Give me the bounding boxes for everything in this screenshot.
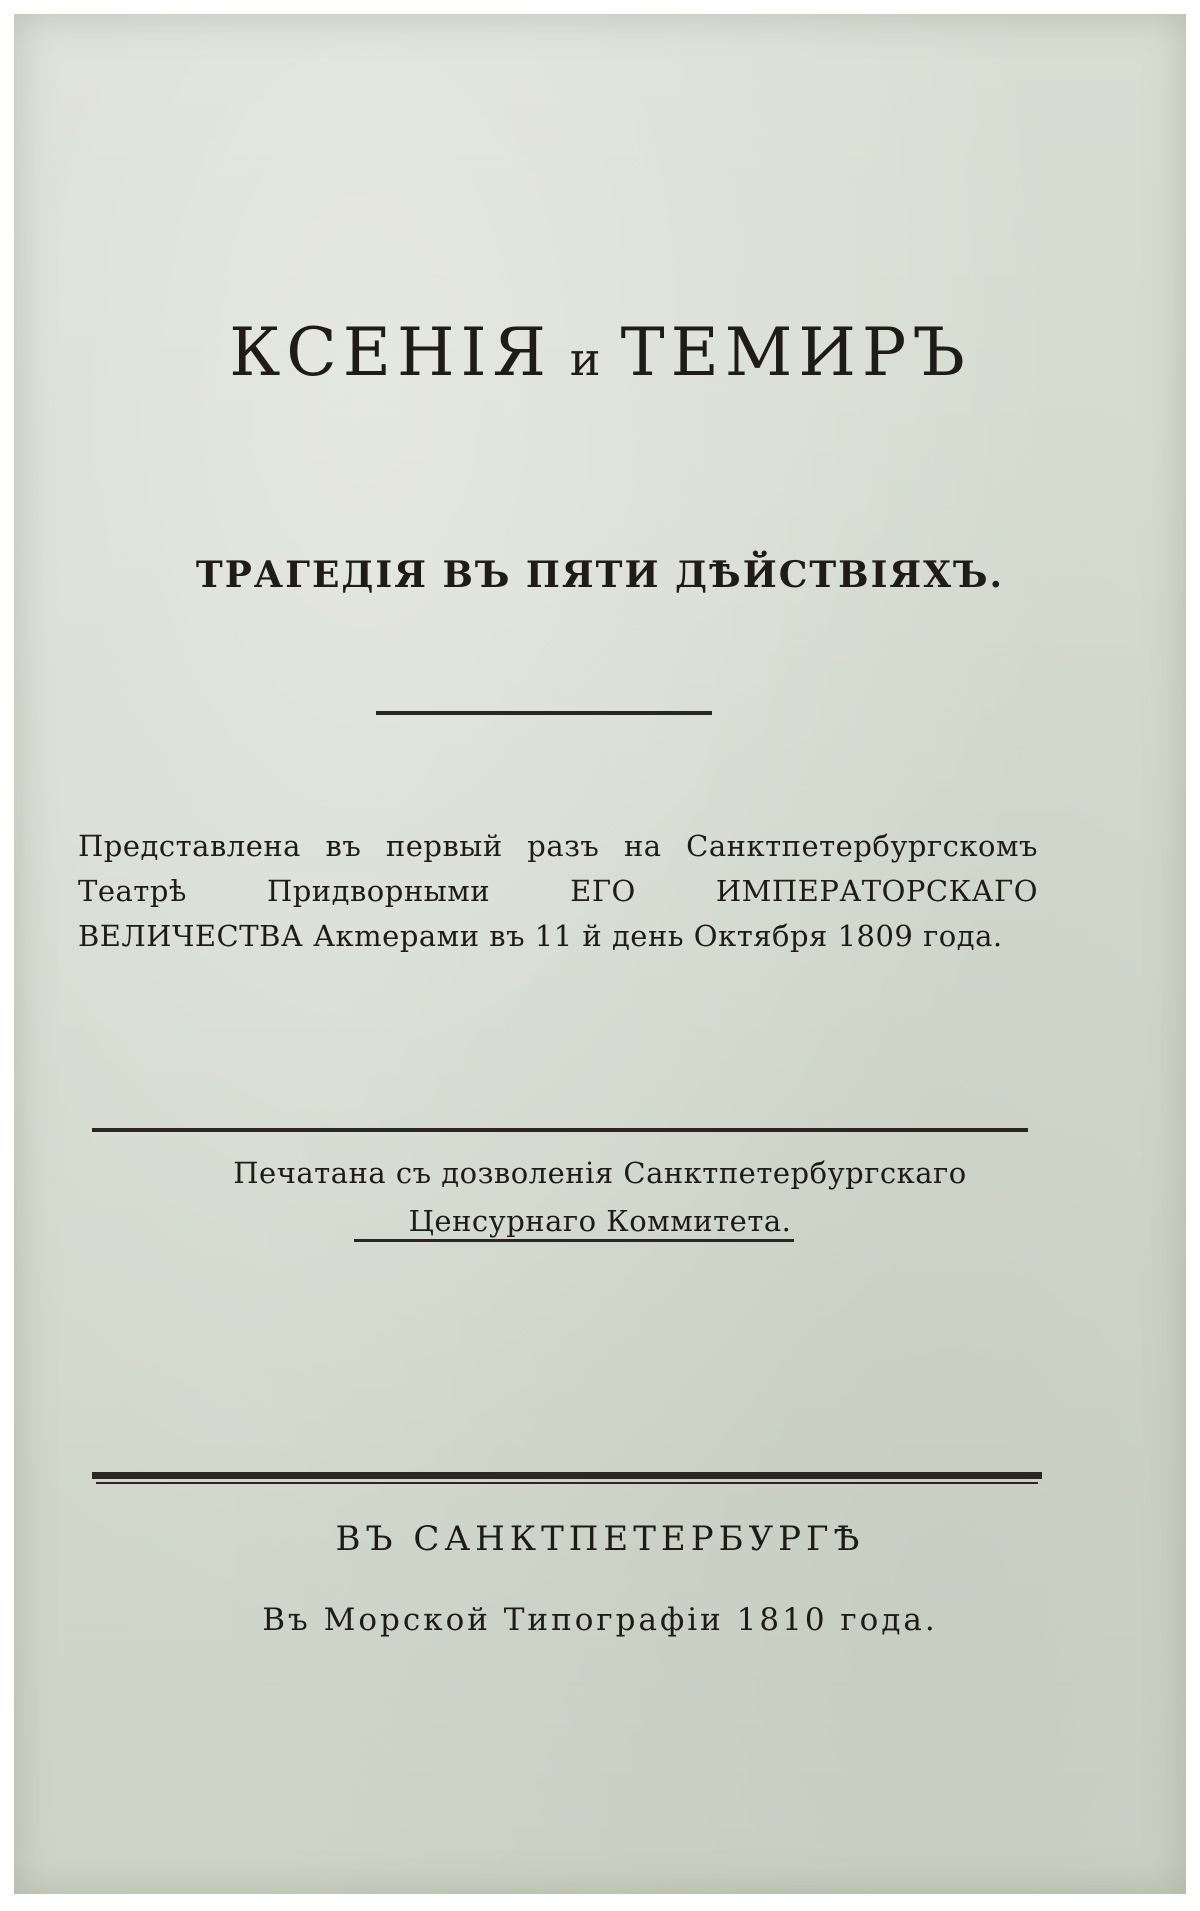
divider-thin — [96, 1482, 1038, 1484]
book-title — [14, 314, 1186, 391]
divider-short — [376, 711, 712, 715]
title-page — [14, 14, 1186, 1894]
censorship-note — [14, 1149, 1186, 1245]
divider-censorship — [354, 1239, 794, 1242]
performance-note: Представлена въ первый разъ на Санктпетербургскомъ Театрѣ Придворными ЕГО ИМПЕРАТОРСКАГО ВЕЛИЧЕСТВА Акmерами въ 11 й день Октября 1809 года. — [78, 829, 1038, 953]
title-part-2: ТЕМИРЪ — [620, 314, 971, 391]
divider-long — [92, 1128, 1028, 1132]
title-conjunction: и — [569, 332, 603, 386]
censorship-line-2: Ценсурнаго Коммитета. — [408, 1204, 792, 1238]
censorship-line-1: Печатана съ дозволенія Санктпетербургскаго — [233, 1156, 967, 1190]
book-subtitle: ТРАГЕДІЯ ВЪ ПЯТИ ДѢЙСТВІЯХЪ. — [195, 554, 1005, 596]
imprint-place: ВЪ САНКТПЕТЕРБУРГѢ — [335, 1519, 865, 1559]
title-part-1: КСЕНІЯ — [229, 314, 552, 391]
imprint-printer: Въ Морской Типографіи 1810 года. — [262, 1602, 938, 1638]
divider-thick — [92, 1472, 1042, 1479]
